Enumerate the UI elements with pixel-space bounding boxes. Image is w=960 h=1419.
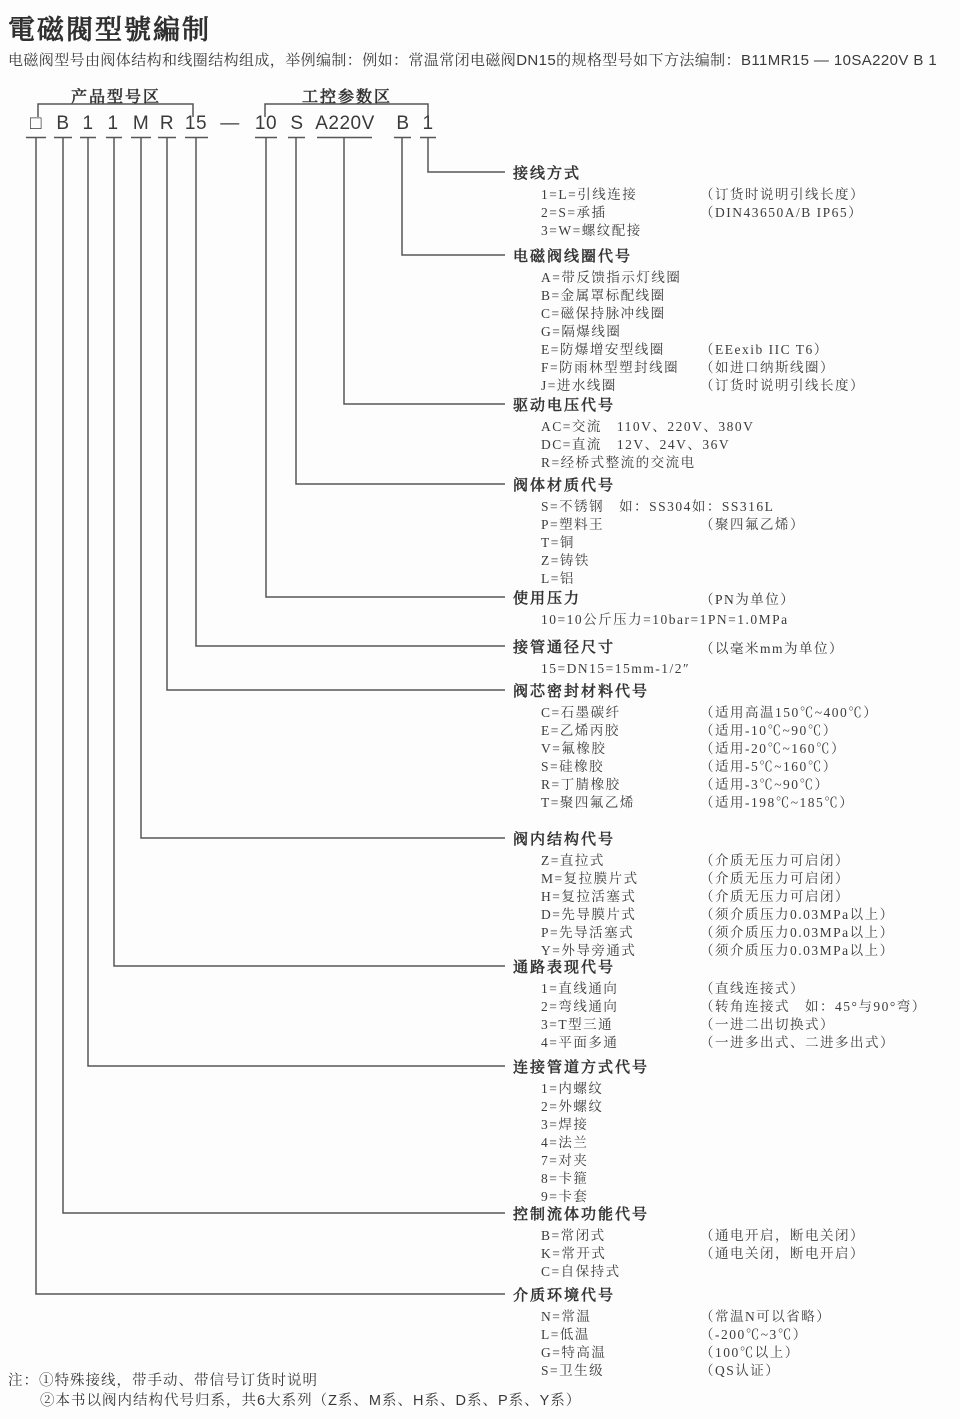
section-title: 接线方式 (513, 165, 582, 182)
code-item-label: 7=对夹 (541, 1153, 589, 1168)
footnote-line (8, 1371, 581, 1391)
section-wiring-method (513, 164, 960, 240)
code-item-label: A=带反馈指示灯线圈 (541, 270, 682, 285)
code-item-note: （适用-5℃~160℃） (700, 759, 838, 774)
section-title: 阀内结构代号 (513, 831, 616, 848)
code-item (541, 305, 960, 323)
code-item (541, 611, 960, 629)
model-segment: 10 (254, 113, 278, 134)
section-items (513, 704, 960, 812)
code-item-note: （须介质压力0.03MPa以上） (700, 925, 895, 940)
code-item-note: （一进多出式、二进多出式） (700, 1035, 895, 1050)
section-title: 接管通径尺寸 (513, 639, 616, 656)
code-item-label: 10=10公斤压力=10bar=1PN=1.0MPa (541, 612, 789, 627)
segment-connector-elbows (36, 138, 505, 1295)
code-item (541, 418, 960, 436)
code-item (541, 1308, 960, 1326)
code-item (541, 436, 960, 454)
code-item (541, 534, 960, 552)
code-item-label: V=氟橡胶 (541, 741, 607, 756)
section-pipe-diameter (513, 638, 960, 678)
code-item-note: （须介质压力0.03MPa以上） (700, 943, 895, 958)
code-item-label: R=经桥式整流的交流电 (541, 455, 696, 470)
section-items (513, 1308, 960, 1380)
code-item-label: C=石墨碳纤 (541, 705, 621, 720)
code-item-note: （直线连接式） (700, 981, 805, 996)
code-item-note: （适用-10℃~90℃） (700, 723, 838, 738)
code-item-note: （订货时说明引线长度） (700, 187, 865, 202)
section-title: 连接管道方式代号 (513, 1059, 650, 1076)
code-item (541, 454, 960, 472)
code-item (541, 888, 960, 906)
code-item-label: P=塑料王 (541, 517, 605, 532)
footnote-prefix: 注： (8, 1373, 39, 1389)
code-item-label: 2=弯线通向 (541, 999, 619, 1014)
model-segment: R (159, 113, 175, 134)
code-item (541, 323, 960, 341)
code-item-note: （适用-20℃~160℃） (700, 741, 847, 756)
code-item-label: G=特高温 (541, 1345, 607, 1360)
section-drive-voltage (513, 396, 960, 472)
code-item-label: 8=卡箍 (541, 1171, 589, 1186)
code-item (541, 222, 960, 240)
code-item-label: L=铝 (541, 571, 575, 586)
code-item-label: Y=外导旁通式 (541, 943, 637, 958)
code-item-label: 1=L=引线连接 (541, 187, 638, 202)
section-items (513, 1080, 960, 1206)
section-internal-structure (513, 830, 960, 960)
code-item-label: 3=T型三通 (541, 1017, 614, 1032)
model-segment-dash: — (220, 113, 240, 134)
model-segment: S (290, 113, 304, 134)
model-segment: 1 (107, 113, 119, 134)
code-item-label: C=自保持式 (541, 1264, 621, 1279)
section-working-pressure (513, 589, 960, 629)
code-item (541, 906, 960, 924)
code-item (541, 852, 960, 870)
code-item-note: （EEexib IIC T6） (700, 342, 829, 357)
section-title: 阀体材质代号 (513, 477, 616, 494)
code-item-label: D=先导膜片式 (541, 907, 637, 922)
section-items (513, 498, 960, 588)
code-item (541, 359, 960, 377)
code-item-note: （适用-3℃~90℃） (700, 777, 830, 792)
code-item (541, 1326, 960, 1344)
section-body-material (513, 476, 960, 588)
code-item-label: B=金属罩标配线圈 (541, 288, 666, 303)
code-item (541, 1134, 960, 1152)
section-items (513, 611, 960, 629)
code-item-label: 3=焊接 (541, 1117, 589, 1132)
section-items (513, 269, 960, 395)
code-item (541, 1227, 960, 1245)
code-item-label: 1=内螺纹 (541, 1081, 604, 1096)
code-item-label: B=常闭式 (541, 1228, 606, 1243)
code-item (541, 924, 960, 942)
section-coil-code (513, 247, 960, 395)
code-item (541, 1245, 960, 1263)
code-item-label: 2=S=承插 (541, 205, 607, 220)
code-item-note: （QS认证） (700, 1363, 781, 1378)
code-item (541, 1362, 960, 1380)
code-item-note: （聚四氟乙烯） (700, 517, 805, 532)
section-title-note: （以毫米mm为单位） (700, 641, 845, 656)
code-item-note: （须介质压力0.03MPa以上） (700, 907, 895, 922)
code-item-note: （通电开启，断电关闭） (700, 1228, 865, 1243)
code-item-note: （如进口纳斯线圈） (700, 360, 835, 375)
code-item-label: K=常开式 (541, 1246, 607, 1261)
code-item (541, 1263, 960, 1281)
section-title: 驱动电压代号 (513, 397, 616, 414)
code-item-label: 1=直线通向 (541, 981, 619, 996)
code-item-label: DC=直流 12V、24V、36V (541, 437, 731, 452)
footnotes (8, 1371, 581, 1411)
code-item-label: 3=W=螺纹配接 (541, 223, 642, 238)
section-items (513, 186, 960, 240)
code-item-label: T=聚四氟乙烯 (541, 795, 635, 810)
code-item-label: E=乙烯丙胶 (541, 723, 620, 738)
code-item-note: （介质无压力可启闭） (700, 889, 850, 904)
code-item-label: C=磁保持脉冲线圈 (541, 306, 666, 321)
code-item (541, 204, 960, 222)
code-item (541, 1170, 960, 1188)
code-item-label: J=进水线圈 (541, 378, 617, 393)
code-item (541, 269, 960, 287)
code-item (541, 1188, 960, 1206)
code-item (541, 377, 960, 395)
section-pipe-connection (513, 1058, 960, 1206)
model-segment: □ (30, 113, 42, 134)
code-item (541, 570, 960, 588)
code-item-label: S=硅橡胶 (541, 759, 605, 774)
model-segment: M (132, 113, 150, 134)
code-item-note: （100℃以上） (700, 1345, 800, 1360)
code-item-label: T=铜 (541, 535, 575, 550)
code-item (541, 1152, 960, 1170)
code-item-label: 4=法兰 (541, 1135, 589, 1150)
code-item-label: Z=直拉式 (541, 853, 605, 868)
model-segment: 15 (184, 113, 208, 134)
section-items (513, 980, 960, 1052)
code-item-note: （介质无压力可启闭） (700, 871, 850, 886)
code-item-label: M=复拉膜片式 (541, 871, 639, 886)
code-item (541, 498, 960, 516)
code-item-label: R=丁腈橡胶 (541, 777, 621, 792)
zone-label-product: 产品型号区 (70, 89, 162, 106)
code-item-note: （常温N可以省略） (700, 1309, 832, 1324)
section-title: 介质环境代号 (513, 1287, 616, 1304)
footnote-text: ②本书以阀内结构代号归系，共6大系列（Z系、M系、H系、D系、P系、Y系） (40, 1393, 582, 1409)
code-item (541, 980, 960, 998)
code-item-note: （适用-198℃~185℃） (700, 795, 855, 810)
section-seal-material (513, 682, 960, 812)
code-item (541, 287, 960, 305)
code-item (541, 794, 960, 812)
code-item-note: （订货时说明引线长度） (700, 378, 865, 393)
section-flow-path (513, 958, 960, 1052)
page-subtitle: 电磁阀型号由阀体结构和线圈结构组成，举例编制：例如：常温常闭电磁阀DN15的规格型号如下方法编制：B11MR15 — 10SA220V B 1 (8, 52, 938, 69)
section-title-note: （PN为单位） (700, 592, 796, 607)
code-item (541, 186, 960, 204)
code-item-label: 15=DN15=15mm-1/2″ (541, 661, 691, 676)
model-segment: 1 (422, 113, 434, 134)
code-item (541, 1016, 960, 1034)
model-segment: A220V (315, 113, 375, 134)
section-title: 电磁阀线圈代号 (513, 248, 633, 265)
code-item-note: （通电关闭，断电开启） (700, 1246, 865, 1261)
section-items (513, 660, 960, 678)
code-item-label: P=先导活塞式 (541, 925, 635, 940)
code-item-label: S=不锈钢 如：SS304如：SS316L (541, 499, 775, 514)
code-item-label: E=防爆增安型线圈 (541, 342, 665, 357)
code-item (541, 516, 960, 534)
code-item-note: （一进二出切换式） (700, 1017, 835, 1032)
code-item (541, 776, 960, 794)
code-item (541, 660, 960, 678)
section-items (513, 418, 960, 472)
code-item (541, 1034, 960, 1052)
code-item-note: （介质无压力可启闭） (700, 853, 850, 868)
code-item (541, 998, 960, 1016)
section-fluid-control-function (513, 1205, 960, 1281)
code-item (541, 740, 960, 758)
code-item (541, 704, 960, 722)
model-segment: 1 (82, 113, 94, 134)
section-title: 阀芯密封材料代号 (513, 683, 650, 700)
code-item-label: AC=交流 110V、220V、380V (541, 419, 755, 434)
code-item-label: Z=铸铁 (541, 553, 590, 568)
code-item-note: （转角连接式 如：45°与90°弯） (700, 999, 927, 1014)
code-item (541, 1080, 960, 1098)
section-title: 使用压力 (513, 590, 582, 607)
section-title: 通路表现代号 (513, 959, 616, 976)
code-item-label: N=常温 (541, 1309, 592, 1324)
code-item (541, 552, 960, 570)
code-item (541, 341, 960, 359)
section-medium-environment (513, 1286, 960, 1380)
model-segment: B (396, 113, 410, 134)
code-item-label: 2=外螺纹 (541, 1099, 604, 1114)
code-item-label: F=防雨林型塑封线圈 (541, 360, 680, 375)
page-title: 電磁閥型號編制 (8, 15, 211, 45)
code-item-label: H=复拉活塞式 (541, 889, 637, 904)
code-item (541, 758, 960, 776)
code-item-label: S=卫生级 (541, 1363, 605, 1378)
code-item-label: G=隔爆线圈 (541, 324, 622, 339)
section-items (513, 1227, 960, 1281)
code-item (541, 1116, 960, 1134)
section-title: 控制流体功能代号 (513, 1206, 650, 1223)
code-item (541, 722, 960, 740)
zone-label-control: 工控参数区 (301, 89, 393, 106)
code-item-label: 4=平面多通 (541, 1035, 619, 1050)
code-item-note: （DIN43650A/B IP65） (700, 205, 864, 220)
footnote-line (40, 1391, 581, 1411)
connector-lines (26, 104, 505, 1294)
code-item-label: L=低温 (541, 1327, 590, 1342)
footnote-text: ①特殊接线，带手动、带信号订货时说明 (39, 1373, 318, 1389)
model-segment: B (56, 113, 70, 134)
code-item-note: （-200℃~3℃） (700, 1327, 808, 1342)
code-item-note: （适用高温150℃~400℃） (700, 705, 879, 720)
code-item-label: 9=卡套 (541, 1189, 589, 1204)
code-item (541, 870, 960, 888)
code-item (541, 1344, 960, 1362)
section-items (513, 852, 960, 960)
code-item (541, 1098, 960, 1116)
